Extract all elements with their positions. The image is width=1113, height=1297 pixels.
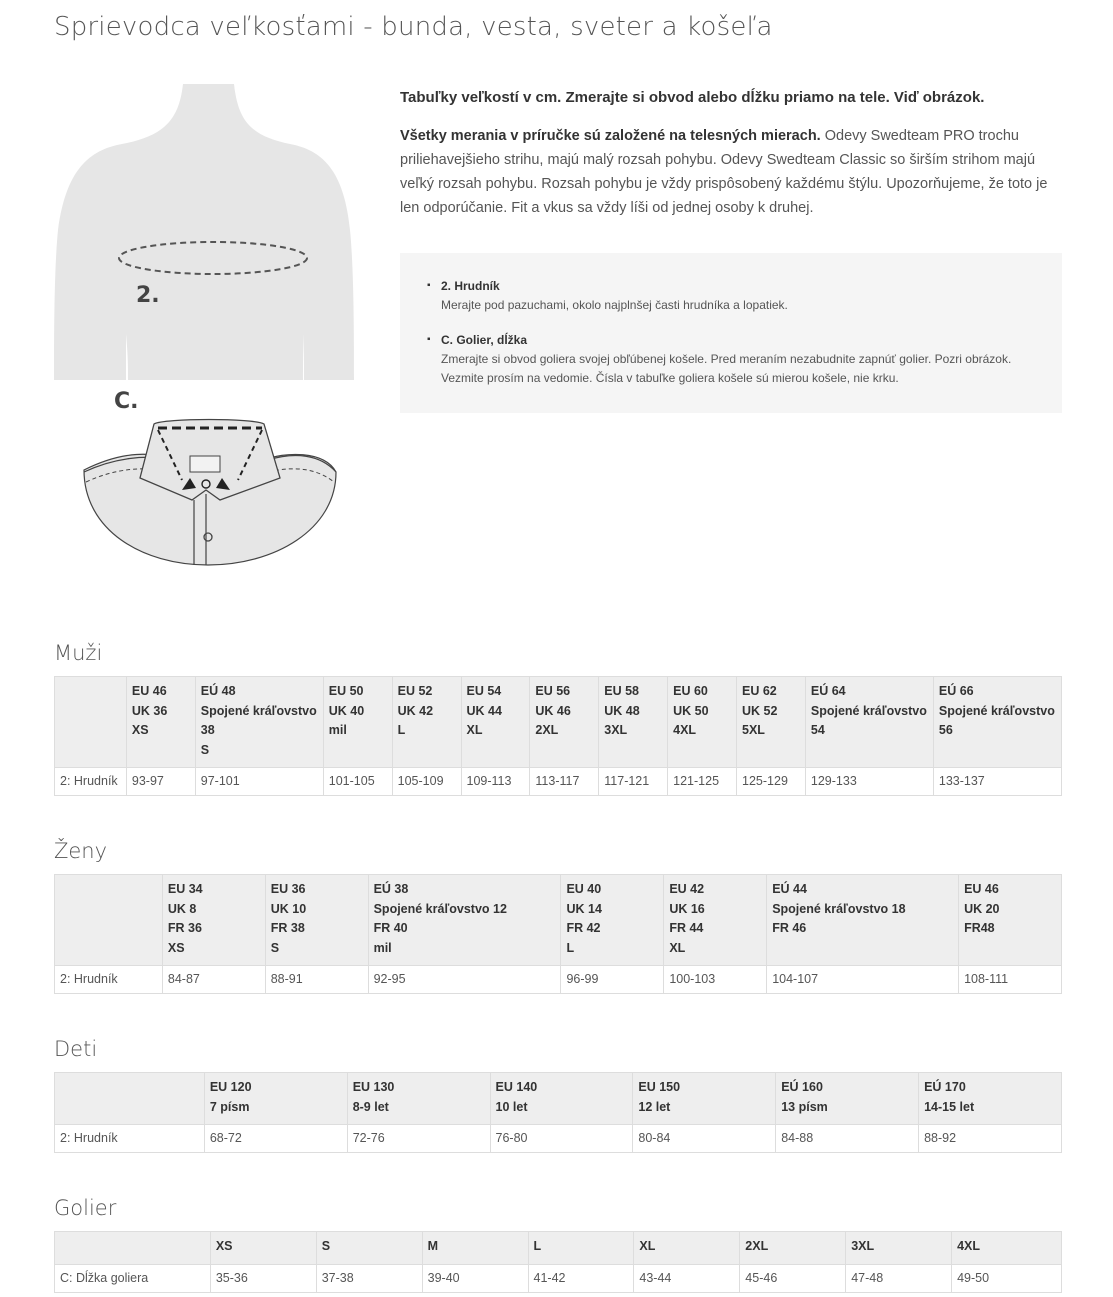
size-header-line: EÚ 160 <box>781 1080 823 1094</box>
size-header-line: EU 120 <box>209 1080 252 1094</box>
table-corner-cell <box>55 875 163 966</box>
size-header-cell <box>316 1232 422 1265</box>
measurement-title: C. Golier, dĺžka <box>441 333 528 347</box>
size-header-line: EÚ 64 <box>810 684 846 698</box>
size-header-line: XS <box>215 1239 233 1253</box>
size-header-line: S <box>321 1239 331 1253</box>
size-header-line: FR 38 <box>270 921 305 935</box>
size-header-cell <box>633 1073 776 1125</box>
measurement-instructions <box>400 253 1062 413</box>
size-header-line: FR 36 <box>167 921 202 935</box>
table-corner-cell <box>55 1073 205 1125</box>
size-header-cell <box>392 677 461 768</box>
size-header-line: 14-15 let <box>924 1099 975 1114</box>
table-cell: 41-42 <box>528 1264 634 1292</box>
size-header-cell <box>126 677 195 768</box>
table-cell: 47-48 <box>846 1264 952 1292</box>
intro-section <box>400 86 1062 220</box>
table-cell: 39-40 <box>422 1264 528 1292</box>
size-header-line: L <box>533 1239 542 1253</box>
size-header-line: 10 let <box>495 1099 528 1114</box>
table-cell: 35-36 <box>210 1264 316 1292</box>
intro-lead: Tabuľky veľkostí v cm. Zmerajte si obvod alebo dĺžku priamo na tele. Viď obrázok. <box>400 89 985 106</box>
table-cell: 49-50 <box>952 1264 1062 1292</box>
size-header-cell <box>195 677 323 768</box>
row-label: C: Dĺžka goliera <box>55 1264 211 1292</box>
size-header-line: EU 140 <box>495 1080 538 1094</box>
size-header-line: XL <box>466 723 483 737</box>
size-header-line: 56 <box>938 723 953 737</box>
size-header-line: EU 46 <box>964 882 999 896</box>
size-header-line: XL <box>669 940 686 955</box>
table-cell: 37-38 <box>316 1264 422 1292</box>
size-header-line: 4XL <box>673 723 697 737</box>
table-cell: 117-121 <box>599 768 668 796</box>
table-cell: 88-91 <box>265 966 368 994</box>
page-title: Sprievodca veľkosťami - bunda, vesta, sveter a košeľa <box>54 12 773 42</box>
size-header-line: UK 48 <box>604 703 640 718</box>
size-header-line: EU 62 <box>742 684 777 698</box>
size-header-line: Spojené kráľovstvo <box>938 703 1055 718</box>
table-cell: 45-46 <box>740 1264 846 1292</box>
size-header-cell <box>846 1232 952 1265</box>
section-title-muzi: Muži <box>54 641 103 665</box>
table-cell: 72-76 <box>347 1125 490 1153</box>
size-header-line: 7 písm <box>209 1099 250 1114</box>
size-header-cell <box>737 677 806 768</box>
size-header-line: UK 42 <box>397 703 434 718</box>
table-cell: 84-87 <box>162 966 265 994</box>
size-header-line: EU 36 <box>270 882 306 896</box>
table-cell: 100-103 <box>664 966 767 994</box>
section-title-deti: Deti <box>54 1037 98 1061</box>
size-header-cell <box>933 677 1061 768</box>
size-header-line: 38 <box>200 723 215 737</box>
size-header-line: EU 58 <box>604 684 640 698</box>
measurement-chest <box>424 277 1032 315</box>
size-header-cell <box>490 1073 633 1125</box>
size-header-cell <box>776 1073 919 1125</box>
table-cell: 108-111 <box>959 966 1062 994</box>
size-header-line: L <box>566 940 575 955</box>
table-cell: 104-107 <box>767 966 959 994</box>
size-header-line: UK 50 <box>673 703 709 718</box>
size-header-cell <box>952 1232 1062 1265</box>
size-header-line: EU 40 <box>566 882 602 896</box>
table-cell: 133-137 <box>933 768 1061 796</box>
size-header-line: EÚ 170 <box>924 1080 966 1094</box>
size-header-line: M <box>427 1239 439 1253</box>
measurement-title: 2. Hrudník <box>441 279 500 293</box>
size-header-cell <box>805 677 933 768</box>
size-header-line: 2XL <box>745 1239 769 1253</box>
size-header-cell <box>323 677 392 768</box>
size-header-line: mil <box>373 940 392 955</box>
measurement-illustration <box>54 80 354 575</box>
size-header-line: UK 36 <box>131 703 168 718</box>
size-header-line: Spojené kráľovstvo 12 <box>373 901 507 916</box>
table-cell: 84-88 <box>776 1125 919 1153</box>
size-header-line: EÚ 38 <box>373 882 409 896</box>
size-header-cell <box>422 1232 528 1265</box>
measurement-desc: Zmerajte si obvod goliera svojej obľúbenej košele. Pred meraním nezabudnite zapnúť golier. Pozri obrázok. <box>441 352 1012 366</box>
table-row <box>55 768 1062 796</box>
size-header-line: L <box>397 723 406 737</box>
body-diagram <box>54 80 354 575</box>
size-header-line: EÚ 48 <box>200 684 236 698</box>
table-cell: 129-133 <box>805 768 933 796</box>
size-header-line: EÚ 66 <box>938 684 974 698</box>
size-header-line: EÚ 44 <box>772 882 807 896</box>
size-table-zeny <box>54 874 1062 994</box>
size-header-line: FR 40 <box>373 921 408 935</box>
size-header-cell <box>668 677 737 768</box>
table-cell: 80-84 <box>633 1125 776 1153</box>
size-header-line: 3XL <box>851 1239 875 1253</box>
size-header-cell <box>204 1073 347 1125</box>
size-header-cell <box>461 677 530 768</box>
table-cell: 92-95 <box>368 966 561 994</box>
size-header-line: UK 44 <box>466 703 502 718</box>
size-header-line: 8-9 let <box>352 1099 389 1114</box>
table-row <box>55 1264 1062 1292</box>
size-header-cell <box>740 1232 846 1265</box>
intro-body-bold: Všetky merania v príručke sú založené na telesných mierach. <box>400 128 821 144</box>
size-header-line: XS <box>131 723 149 737</box>
section-title-zeny: Ženy <box>54 839 108 863</box>
size-header-line: UK 52 <box>742 703 778 718</box>
size-header-cell <box>347 1073 490 1125</box>
table-cell: 113-117 <box>530 768 599 796</box>
section-title-golier: Golier <box>54 1196 117 1220</box>
size-header-line: 12 let <box>638 1099 671 1114</box>
size-header-line: UK 14 <box>566 901 602 916</box>
table-cell: 76-80 <box>490 1125 633 1153</box>
size-header-line: Spojené kráľovstvo <box>200 703 317 718</box>
size-header-line: EU 46 <box>131 684 167 698</box>
size-header-cell <box>634 1232 740 1265</box>
size-header-line: XS <box>167 940 185 955</box>
size-header-line: UK 16 <box>669 901 705 916</box>
size-table-deti <box>54 1072 1062 1153</box>
size-header-cell <box>530 677 599 768</box>
intro-body <box>400 124 1062 220</box>
size-header-line: FR 46 <box>772 921 807 935</box>
size-header-line: EU 34 <box>167 882 203 896</box>
table-cell: 121-125 <box>668 768 737 796</box>
size-header-cell <box>664 875 767 966</box>
size-header-line: 4XL <box>957 1239 981 1253</box>
table-row <box>55 966 1062 994</box>
size-header-line: EU 130 <box>352 1080 395 1094</box>
size-header-line: UK 46 <box>535 703 571 718</box>
table-cell: 97-101 <box>195 768 323 796</box>
table-header-row <box>55 1232 1062 1265</box>
size-header-line: 5XL <box>742 723 765 737</box>
size-header-line: S <box>270 940 280 955</box>
table-header-row <box>55 875 1062 966</box>
size-header-line: FR 42 <box>566 921 601 935</box>
bullet-icon: ▪ <box>427 280 431 291</box>
size-header-line: 54 <box>810 723 825 737</box>
table-cell: 88-92 <box>919 1125 1062 1153</box>
table-corner-cell <box>55 677 127 768</box>
size-header-line: UK 8 <box>167 901 197 916</box>
size-header-cell <box>599 677 668 768</box>
size-header-line: XL <box>639 1239 656 1253</box>
size-header-line: FR 44 <box>669 921 704 935</box>
table-cell: 105-109 <box>392 768 461 796</box>
size-header-line: EU 60 <box>673 684 708 698</box>
size-header-line: EU 56 <box>535 684 571 698</box>
table-cell: 101-105 <box>323 768 392 796</box>
row-label: 2: Hrudník <box>55 768 127 796</box>
row-label: 2: Hrudník <box>55 966 163 994</box>
measurement-collar <box>424 331 1032 388</box>
size-header-line: UK 40 <box>328 703 365 718</box>
table-header-row <box>55 1073 1062 1125</box>
torso-shape <box>54 84 354 380</box>
measurement-desc: Vezmite prosím na vedomie. Čísla v tabuľke goliera košele sú mierou košele, nie krku. <box>441 371 899 385</box>
size-header-cell <box>265 875 368 966</box>
row-label: 2: Hrudník <box>55 1125 205 1153</box>
size-table-muzi <box>54 676 1062 796</box>
table-cell: 43-44 <box>634 1264 740 1292</box>
collar-label: C. <box>114 389 139 414</box>
size-table-golier <box>54 1231 1062 1293</box>
size-header-cell <box>528 1232 634 1265</box>
measurement-desc: Merajte pod pazuchami, okolo najplnšej časti hrudníka a lopatiek. <box>441 298 788 312</box>
size-header-line: EU 50 <box>328 684 364 698</box>
size-header-line: UK 20 <box>964 901 1000 916</box>
table-header-row <box>55 677 1062 768</box>
table-row <box>55 1125 1062 1153</box>
size-header-line: Spojené kráľovstvo <box>810 703 927 718</box>
size-header-cell <box>368 875 561 966</box>
size-header-line: EU 150 <box>638 1080 681 1094</box>
size-header-cell <box>561 875 664 966</box>
size-header-line: 2XL <box>535 723 559 737</box>
size-header-cell <box>210 1232 316 1265</box>
size-header-line: EU 54 <box>466 684 502 698</box>
table-cell: 109-113 <box>461 768 530 796</box>
table-cell: 125-129 <box>737 768 806 796</box>
size-header-line: mil <box>328 723 347 737</box>
size-header-line: EU 42 <box>669 882 705 896</box>
chest-label: 2. <box>136 283 160 308</box>
bullet-icon: ▪ <box>427 334 431 345</box>
size-header-cell <box>959 875 1062 966</box>
size-header-cell <box>162 875 265 966</box>
size-header-line: EU 52 <box>397 684 433 698</box>
intro-body-text: Odevy Swedteam PRO trochu priliehavejšieho strihu, majú malý rozsah pohybu. Odevy Swedteam Classic so širším strihom majú veľký rozsah pohybu. Rozsah pohybu je vždy prispôsobený každému štýlu. Upozorňujeme, že toto je len odporúčanie. Fit a vkus sa vždy líši od jednej osoby k druhej. <box>400 128 1048 216</box>
size-header-line: UK 10 <box>270 901 307 916</box>
size-header-cell <box>919 1073 1062 1125</box>
table-cell: 68-72 <box>204 1125 347 1153</box>
table-cell: 96-99 <box>561 966 664 994</box>
size-header-line: FR48 <box>964 921 995 935</box>
size-header-line: 13 písm <box>781 1099 828 1114</box>
size-header-line: S <box>200 742 210 757</box>
size-header-line: 3XL <box>604 723 628 737</box>
table-cell: 93-97 <box>126 768 195 796</box>
size-header-cell <box>767 875 959 966</box>
table-corner-cell <box>55 1232 211 1265</box>
size-header-line: Spojené kráľovstvo 18 <box>772 901 906 916</box>
